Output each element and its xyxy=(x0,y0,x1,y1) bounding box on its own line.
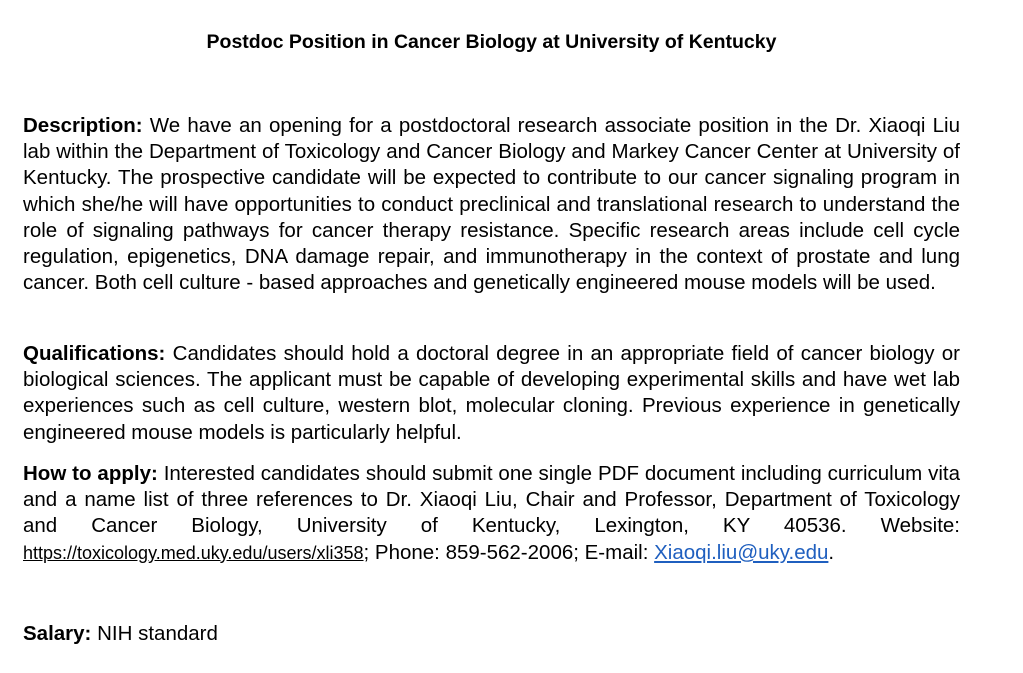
how-to-apply-label: How to apply: xyxy=(23,462,158,485)
page-title: Postdoc Position in Cancer Biology at University of Kentucky xyxy=(206,31,777,53)
how-to-apply-section xyxy=(23,461,960,566)
contact-text: ; Phone: 859-562-2006; E-mail: xyxy=(363,540,649,564)
qualifications-text: Candidates should hold a doctoral degree in an appropriate field of cancer biology or biological sciences. The applicant must be capable of developing experimental skills and have wet lab experiences such as cell culture, western blot, molecular cloning. Previous experience in genetically engineered mouse models is particularly helpful. xyxy=(23,342,960,444)
email-link[interactable]: Xiaoqi.liu@uky.edu xyxy=(654,540,829,564)
salary-section xyxy=(23,621,960,647)
description-section xyxy=(23,113,960,296)
salary-text: NIH standard xyxy=(97,622,218,645)
description-label: Description: xyxy=(23,114,143,137)
qualifications-label: Qualifications: xyxy=(23,342,166,365)
qualifications-section xyxy=(23,341,960,446)
website-link[interactable]: https://toxicology.med.uky.edu/users/xli358 xyxy=(23,542,364,563)
how-to-apply-text: Interested candidates should submit one single PDF document including curriculum vita and a name list of three references to Dr. Xiaoqi Liu, Chair and Professor, Department of Toxicology and Cancer Biology, University of Kentucky, Lexington, KY 40536. Website: xyxy=(23,462,960,538)
description-text: We have an opening for a postdoctoral research associate position in the Dr. Xiaoqi Liu lab within the Department of Toxicology and Cancer Biology and Markey Cancer Center at University of Kentucky. The prospective candidate will be expected to contribute to our cancer signaling program in which she/he will have opportunities to conduct preclinical and translational research to understand the role of signaling pathways for cancer therapy resistance. Specific research areas include cell cycle regulation, epigenetics, DNA damage repair, and immunotherapy in the context of prostate and lung cancer. Both cell culture - based approaches and genetically engineered mouse models will be used. xyxy=(23,114,960,295)
apply-end-punct: . xyxy=(828,540,835,564)
salary-label: Salary: xyxy=(23,622,92,645)
